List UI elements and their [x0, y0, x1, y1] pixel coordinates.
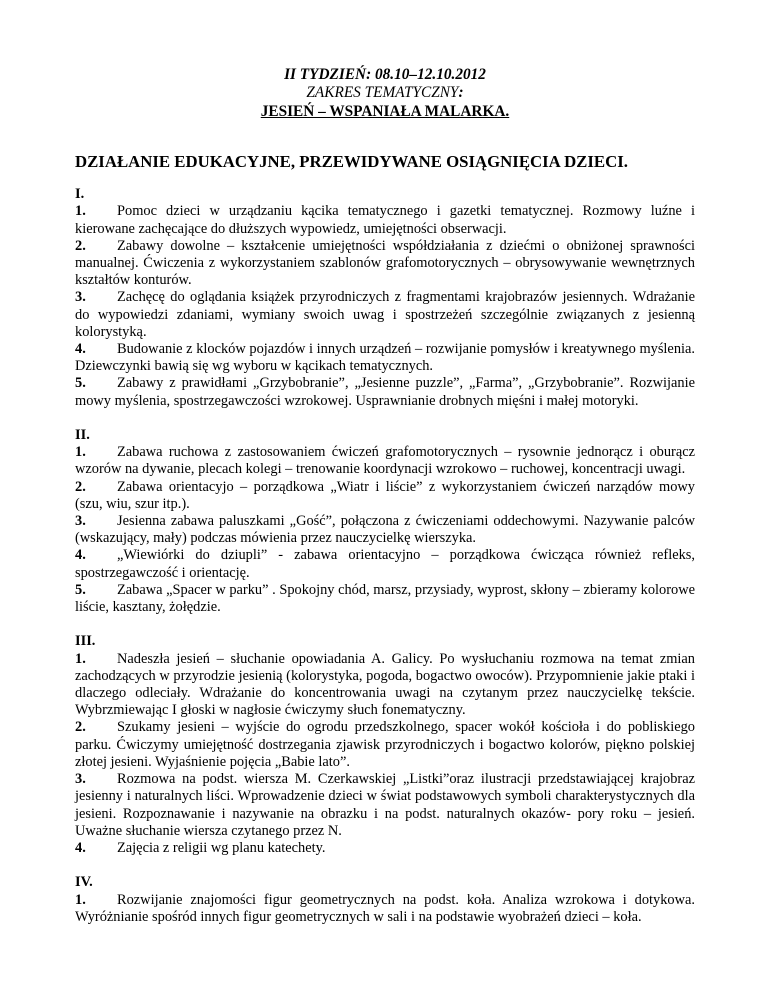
item-text: Zabawa ruchowa z zastosowaniem ćwiczeń grafomotorycznych – rysownie jednorącz i oburącz wzorów na dywanie, plecach kolegi – trenowanie koordynacji wzrokowo – ruchowej, koncentracji uwagi. — [75, 444, 695, 478]
item-number: 4. — [75, 341, 86, 358]
section — [75, 427, 695, 616]
section — [75, 874, 695, 926]
item-text: Nadeszła jesień – słuchanie opowiadania A. Galicy. Po wysłuchaniu rozmowa na temat zmian zachodzących w przyrodzie jesienią (kolorystyka, pogoda, bogactwo owoców). Przypomnienie jakie ptaki i dlaczego odleciały. Wdrażanie do koncentrowania uwagi na czytanym przez nauczycielkę tekście. Wybrzmiewając I głoski w nagłosie ćwiczymy słuch fonematyczny. — [75, 650, 695, 719]
item-text: Zabawa orientacyjo – porządkowa „Wiatr i liście” z wykorzystaniem ćwiczeń narządów mowy (szu, wiu, szur itp.). — [75, 478, 695, 512]
section-label: IV. — [75, 874, 93, 891]
list-item — [75, 840, 695, 857]
list-item — [75, 651, 695, 720]
item-text: Zabawy dowolne – kształcenie umiejętności współdziałania z dziećmi o obniżonej sprawności manualnej. Ćwiczenia z wykorzystaniem szablonów grafomotorycznych – obrysowywanie wewnętrznych kształtów konturów. — [75, 237, 695, 289]
list-item — [75, 719, 695, 771]
topic-title: JESIEŃ – WSPANIAŁA MALARKA. — [260, 102, 510, 120]
item-number: 3. — [75, 513, 86, 530]
list-item — [75, 203, 695, 237]
list-item — [75, 547, 695, 581]
item-text: Zabawa „Spacer w parku” . Spokojny chód, marsz, przysiady, wyprost, skłony – zbieramy kolorowe liście, kasztany, żołędzie. — [75, 581, 695, 616]
item-text: Zachęcę do oglądania książek przyrodniczych z fragmentami krajobrazów jesiennych. Wdrażanie do wypowiedzi zdaniami, wymiany swoich uwag i spostrzeżeń szczególnie związanych z jesienną kolorystyką. — [75, 289, 695, 340]
list-item — [75, 513, 695, 547]
list-item — [75, 375, 695, 409]
section-label: II. — [75, 427, 90, 444]
list-item — [75, 444, 695, 478]
item-text: Budowanie z klocków pojazdów i innych urządzeń – rozwijanie pomysłów i kreatywnego myślenia. Dziewczynki bawią się wg wyboru w kącikach tematycznych. — [75, 341, 695, 375]
week-title: II TYDZIEŃ: 08.10–12.10.2012 — [284, 66, 486, 83]
item-number: 1. — [75, 444, 86, 461]
list-item — [75, 341, 695, 375]
document-header — [75, 66, 695, 121]
list-item — [75, 771, 695, 840]
item-number: 4. — [75, 547, 86, 564]
item-number: 5. — [75, 375, 86, 392]
section-label: I. — [75, 186, 85, 203]
item-text: Zabawy z prawidłami „Grzybobranie”, „Jesienne puzzle”, „Farma”, „Grzybobranie”. Rozwijanie mowy myślenia, spostrzegawczości wzrokowej. Usprawnianie drobnych mięśni i małej motoryki. — [75, 375, 695, 409]
list-item — [75, 479, 695, 513]
scope-colon: : — [458, 84, 464, 102]
item-number: 2. — [75, 478, 86, 495]
item-number: 1. — [75, 650, 86, 667]
list-item — [75, 289, 695, 341]
item-text: Szukamy jesieni – wyjście do ogrodu przedszkolnego, spacer wokół kościoła i do pobliskiego parku. Ćwiczymy umiejętność dostrzegania zjawisk przyrodniczych i bogactwo kolorów, piękno polskiej złotej jesieni. Wyjaśnienie pojęcia „Babie lato”. — [75, 719, 695, 770]
section — [75, 186, 695, 410]
item-text: Rozwijanie znajomości figur geometrycznych na podst. koła. Analiza wzrokowa i dotykowa. Wyróżnianie spośród innych figur geometrycznych w sali i na podstawie wyobrażeń dzieci – koła. — [75, 891, 695, 925]
item-number: 3. — [75, 771, 86, 788]
item-number: 3. — [75, 289, 86, 306]
item-number: 2. — [75, 237, 86, 254]
item-number: 2. — [75, 719, 86, 736]
scope-label: ZAKRES TEMATYCZNY — [306, 84, 459, 102]
item-text: Pomoc dzieci w urządzaniu kącika tematycznego i gazetki tematycznej. Rozmowy luźne i kierowane zachęcające do dłuższych wypowiedz, umiejętności obserwacji. — [75, 203, 695, 237]
sections-list — [75, 186, 695, 926]
section-label: III. — [75, 633, 96, 650]
list-item — [75, 892, 695, 926]
item-number: 1. — [75, 891, 86, 908]
list-item — [75, 238, 695, 290]
section-heading: DZIAŁANIE EDUKACYJNE, PRZEWIDYWANE OSIĄGNIĘCIA DZIECI. — [75, 152, 628, 172]
item-text: Rozmowa na podst. wiersza M. Czerkawskiej „Listki”oraz ilustracji przedstawiającej krajobraz jesienny i naturalnych liści. Wprowadzenie dzieci w świat podstawowych symboli charakterystycznych dla jesieni. Rozpoznawanie i nazywanie na obrazku i na podst. naturalnych okazów- pory roku – jesień. Uważne słuchanie wiersza czytanego przez N. — [75, 771, 695, 839]
item-number: 4. — [75, 839, 86, 856]
item-number: 1. — [75, 203, 86, 220]
scope-line — [75, 84, 695, 102]
item-text: „Wiewiórki do dziupli” - zabawa orientacyjno – porządkowa ćwicząca również refleks, spostrzegawczość i orientację. — [75, 547, 695, 581]
item-text: Zajęcia z religii wg planu katechety. — [117, 839, 326, 856]
item-number: 5. — [75, 581, 86, 598]
list-item — [75, 582, 695, 616]
section — [75, 633, 695, 857]
item-text: Jesienna zabawa paluszkami „Gość”, połączona z ćwiczeniami oddechowymi. Nazywanie palców (wskazujący, mały) podczas mówienia przez nauczycielkę wierszyka. — [75, 513, 695, 547]
